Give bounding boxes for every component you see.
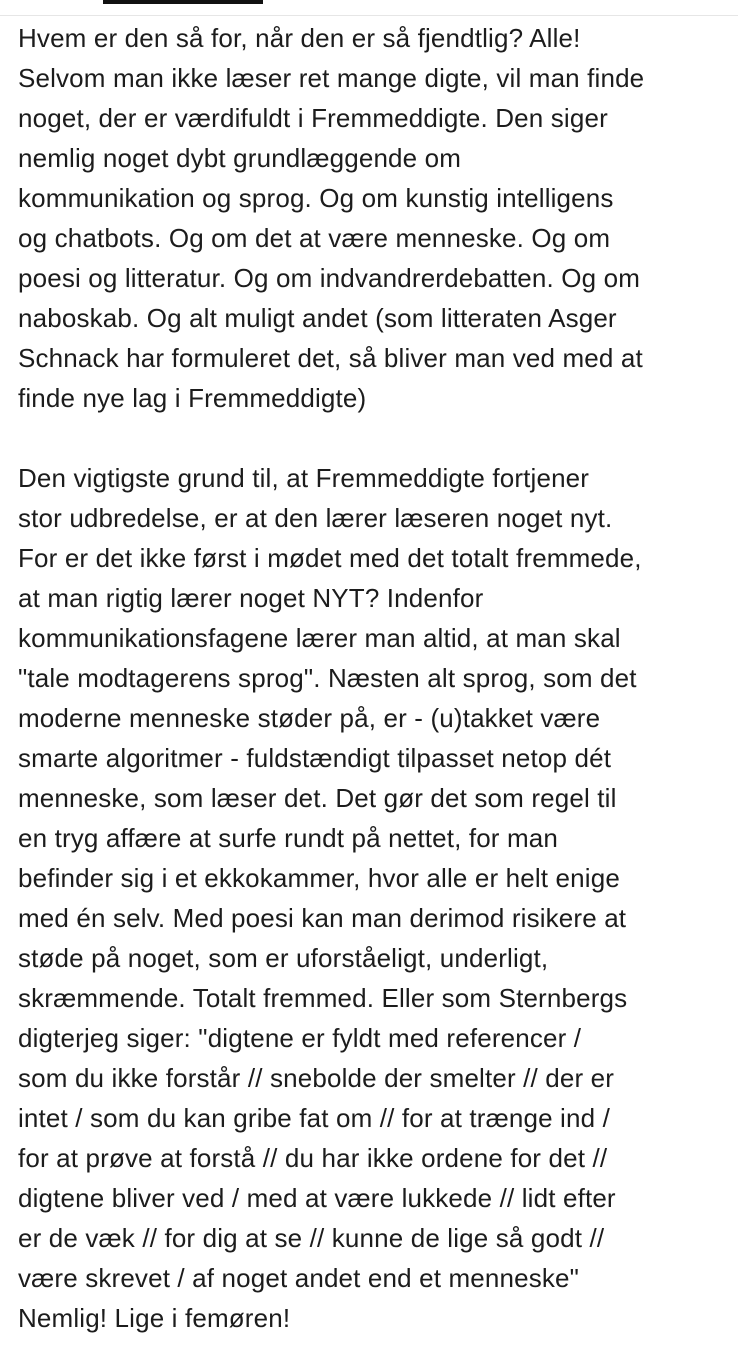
text-line: befinder sig i et ekkokammer, hvor alle er helt enige [18,863,620,893]
text-line: er de væk // for dig at se // kunne de lige så godt // [18,1223,605,1253]
text-line: en tryg affære at surfe rundt på nettet, for man [18,823,559,853]
text-line: finde nye lag i Fremmeddigte) [18,383,367,413]
active-tab-indicator [103,0,263,4]
text-line: at man rigtig lærer noget NYT? Indenfor [18,583,484,613]
text-line: Selvom man ikke læser ret mange digte, vil man finde [18,63,645,93]
text-line: og chatbots. Og om det at være menneske. Og om [18,223,611,253]
text-line: støde på noget, som er uforståeligt, underligt, [18,943,549,973]
text-line: For er det ikke først i mødet med det totalt fremmede, [18,543,642,573]
paragraph-gap [18,418,730,458]
text-line: for at prøve at forstå // du har ikke ordene for det // [18,1143,608,1173]
text-line: med én selv. Med poesi kan man derimod risikere at [18,903,627,933]
text-line: smarte algoritmer - fuldstændigt tilpasset netop dét [18,743,612,773]
text-line: Hvem er den så for, når den er så fjendtlig? Alle! [18,23,581,53]
text-line: digtene bliver ved / med at være lukkede // lidt efter [18,1183,616,1213]
text-line: Schnack har formuleret det, så bliver man ved med at [18,343,643,373]
text-line: være skrevet / af noget andet end et menneske" [18,1263,580,1293]
text-line: digterjeg siger: "digtene er fyldt med referencer / [18,1023,582,1053]
text-line: som du ikke forstår // snebolde der smelter // der er [18,1063,615,1093]
text-line: intet / som du kan gribe fat om // for at trænge ind / [18,1103,610,1133]
text-line: kommunikationsfagene lærer man altid, at man skal [18,623,621,653]
text-line: nemlig noget dybt grundlæggende om [18,143,462,173]
text-line: Den vigtigste grund til, at Fremmeddigte fortjener [18,463,590,493]
paragraph-2 [18,458,730,1338]
paragraph-1 [18,18,730,418]
top-bar [0,0,738,16]
text-line: poesi og litteratur. Og om indvandrerdebatten. Og om [18,263,641,293]
text-line: naboskab. Og alt muligt andet (som litteraten Asger [18,303,617,333]
text-line: kommunikation og sprog. Og om kunstig intelligens [18,183,614,213]
text-line: moderne menneske støder på, er - (u)takket være [18,703,601,733]
text-line: "tale modtagerens sprog". Næsten alt sprog, som det [18,663,637,693]
text-line: Nemlig! Lige i femøren! [18,1303,291,1333]
article-body [18,18,730,1338]
text-line: menneske, som læser det. Det gør det som regel til [18,783,617,813]
text-line: skræmmende. Totalt fremmed. Eller som Sternbergs [18,983,628,1013]
text-line: stor udbredelse, er at den lærer læseren noget nyt. [18,503,613,533]
text-line: noget, der er værdifuldt i Fremmeddigte. Den siger [18,103,608,133]
